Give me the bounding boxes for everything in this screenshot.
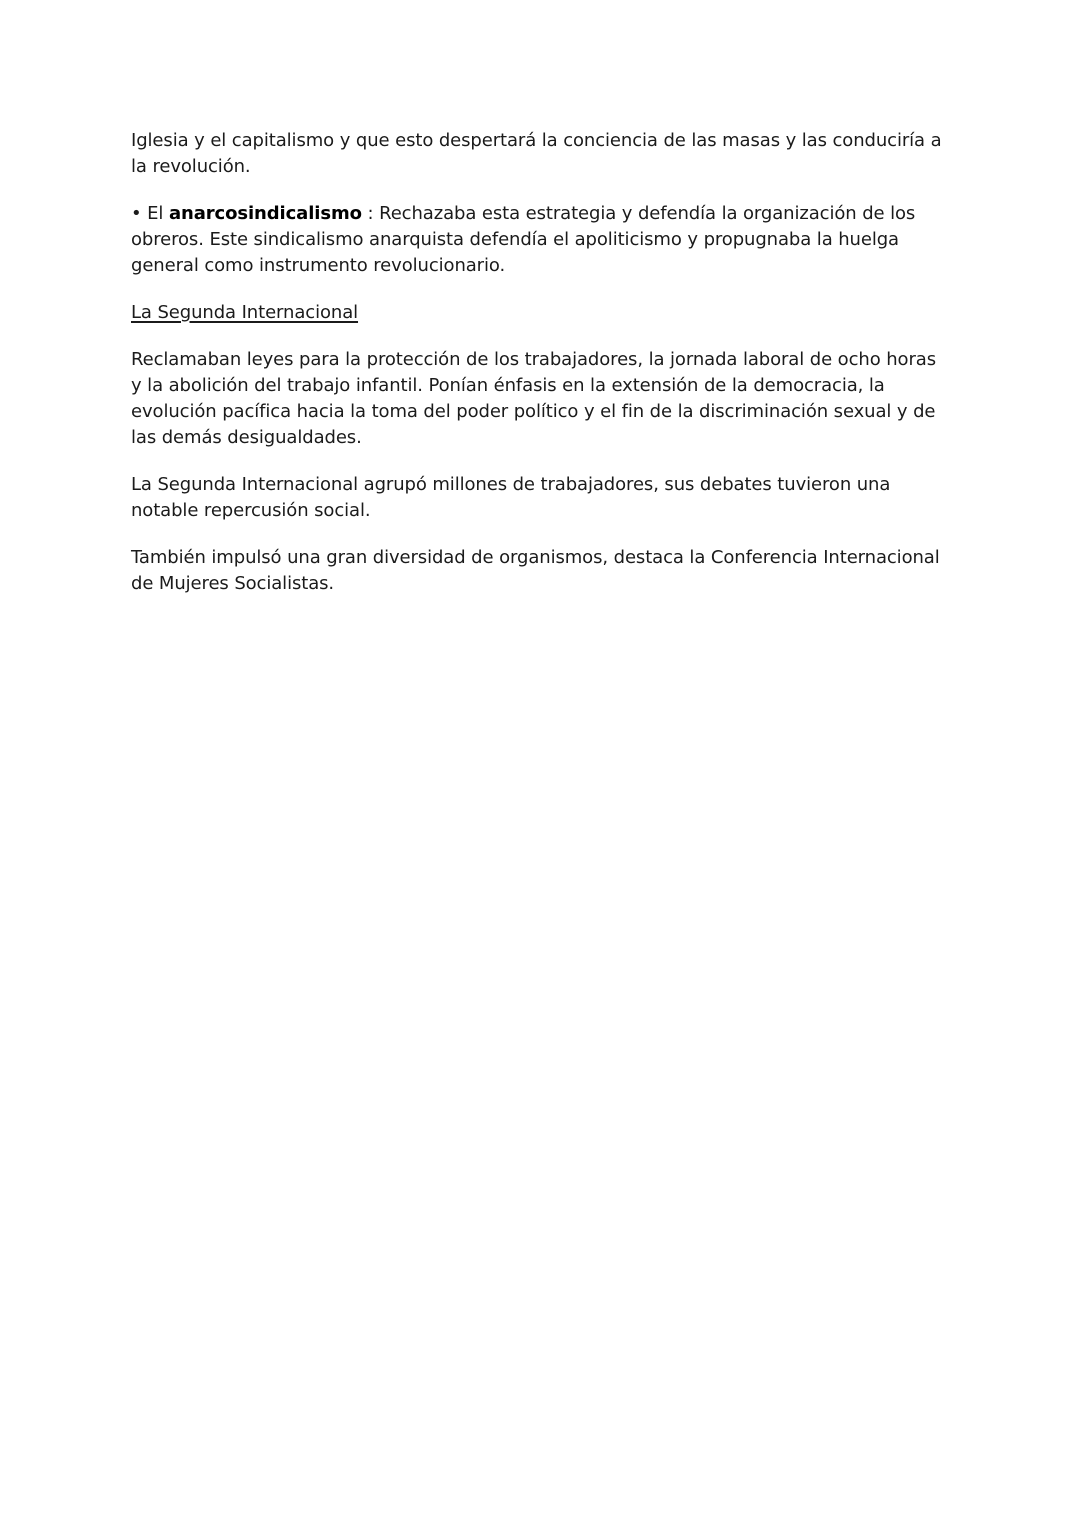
- paragraph-impulso-organismos: También impulsó una gran diversidad de organismos, destaca la Conferencia Internacional de Mujeres Socialistas.: [131, 547, 940, 594]
- bullet-prefix: • El: [131, 203, 169, 224]
- section-heading-segunda-internacional: La Segunda Internacional: [131, 302, 359, 323]
- paragraph-anarcosindicalismo-text: : Rechazaba esta estrategia y defendía la organización de los obreros. Este sindicalismo anarquista defendía el apoliticismo y propugnaba la huelga general como instrumento revolucionario.: [131, 203, 916, 276]
- paragraph-agrupo-millones: La Segunda Internacional agrupó millones de trabajadores, sus debates tuvieron una notable repercusión social.: [131, 474, 891, 521]
- term-anarcosindicalismo: anarcosindicalismo: [168, 203, 362, 224]
- document-body: [131, 128, 951, 618]
- paragraph-iglesia-capitalismo: Iglesia y el capitalismo y que esto despertará la conciencia de las masas y las conduciría a la revolución.: [131, 130, 942, 177]
- paragraph-anarcosindicalismo: [131, 201, 951, 279]
- paragraph-reclamaban-leyes: Reclamaban leyes para la protección de los trabajadores, la jornada laboral de ocho horas y la abolición del trabajo infantil. Ponían énfasis en la extensión de la democracia, la evolución pacífica hacia la toma del poder político y el fin de la discriminación sexual y de las demás desigualdades.: [131, 349, 936, 448]
